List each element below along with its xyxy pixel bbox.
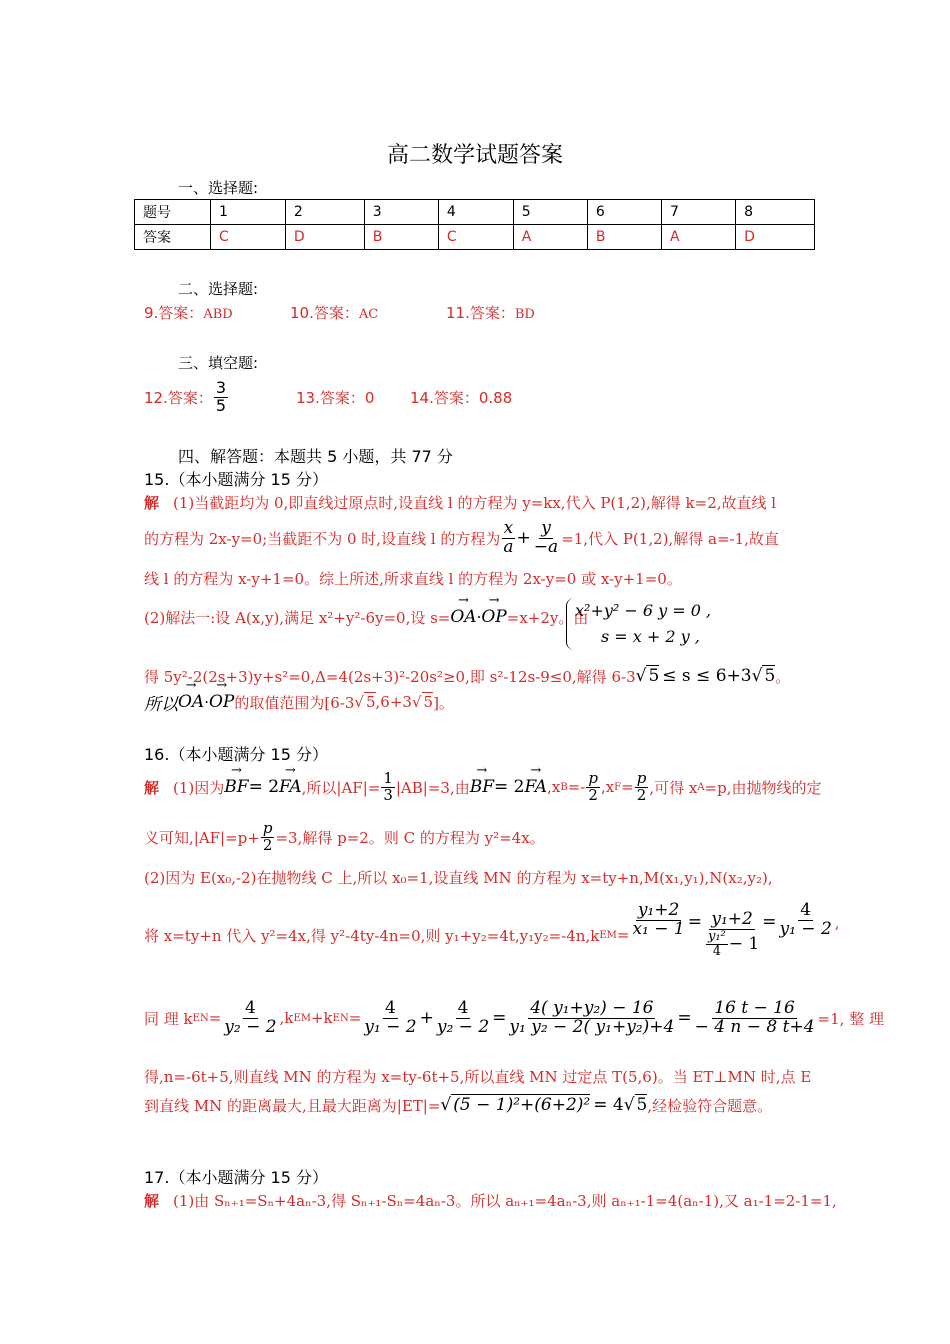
- answer-value: AC: [358, 307, 379, 322]
- subscript: A: [697, 781, 705, 793]
- table-cell: 4: [438, 200, 513, 225]
- denominator: 2: [262, 835, 273, 854]
- vector-fa: → FA: [279, 777, 302, 797]
- fraction: [435, 997, 491, 1037]
- subscript: EM: [599, 929, 617, 941]
- table-cell: C: [211, 225, 286, 250]
- denominator: x₁ − 1: [632, 918, 685, 939]
- vector-bf: → BF: [470, 777, 494, 797]
- answer-label: 12.答案：: [144, 388, 213, 407]
- numerator: y₁+2: [637, 900, 680, 920]
- q16-line-6: 得,n=-6t+5,则直线 MN 的方程为 x=ty-6t+5,所以直线 MN 过定点 T(5,6)。当 ET⊥MN 时,点 E: [144, 1068, 812, 1086]
- radicand: 5: [423, 693, 434, 711]
- fraction: [703, 911, 761, 958]
- q16-line-5: [144, 994, 884, 1042]
- jie-label: 解: [144, 494, 160, 512]
- numerator: p: [636, 768, 647, 787]
- answer-label: 9.答案：: [144, 304, 204, 322]
- q16-line-2: [144, 816, 545, 858]
- sqrt: √ 5: [411, 693, 434, 711]
- text: (1)由 Sₙ₊₁=Sₙ+4aₙ-3,得 Sₙ₊₁-Sₙ=4aₙ-3。所以 aₙ₊₁=4aₙ-3,则 aₙ₊₁-1=4(aₙ-1),又 a₁-1=2-1=1,: [173, 1192, 837, 1210]
- table-cell: A: [513, 225, 587, 250]
- text: =: [621, 778, 634, 796]
- numerator: 4: [457, 997, 469, 1018]
- equation-system: [566, 598, 711, 650]
- radicand: 5: [365, 693, 376, 711]
- text: =x+2y。由: [506, 608, 589, 627]
- text: =-: [567, 778, 586, 796]
- q15-line-4: (2)解法一:设 A(x,y),满足 x²+y²-6y=0,设 s= → OA · → OP =x+2y。由: [144, 604, 588, 630]
- table-row: [135, 225, 815, 250]
- equals: =: [492, 1008, 507, 1028]
- text: 。: [775, 667, 791, 686]
- answer-11: [446, 302, 535, 323]
- vector-op: → OP: [481, 607, 506, 627]
- text: ≤ s ≤ 6+3: [662, 666, 752, 686]
- text: ,可得 x: [649, 778, 698, 797]
- fraction: [635, 768, 649, 804]
- table-cell: A: [662, 225, 736, 250]
- system-row: x²+y² − 6 y = 0 ,: [575, 601, 712, 620]
- text: 同 理 k: [144, 1009, 193, 1028]
- q16-line-4: [144, 896, 840, 974]
- text: =: [616, 926, 630, 944]
- answer-14: [410, 387, 512, 408]
- text: = 2: [494, 777, 525, 797]
- text: = 2: [248, 777, 280, 797]
- fraction: [777, 902, 833, 939]
- denominator: y₁ − 2: [364, 1016, 417, 1037]
- table-cell: 1: [211, 200, 286, 225]
- text: =: [208, 1009, 222, 1027]
- denominator: − 4 n − 8 t+4: [694, 1016, 815, 1037]
- equals: = 4: [593, 1095, 624, 1115]
- sqrt: √ 5: [635, 666, 660, 686]
- text: =1,代入 P(1,2),解得 a=-1,故直: [561, 529, 779, 548]
- text: (2)解法一:设 A(x,y),满足 x²+y²-6y=0,设 s=: [144, 608, 451, 627]
- text: ,: [834, 914, 840, 932]
- radicand: (5 − 1)²+(6+2)²: [453, 1095, 591, 1115]
- text: =p,由抛物线的定: [704, 778, 822, 797]
- table-cell: 6: [587, 200, 661, 225]
- vector-oa: → OA: [450, 607, 476, 627]
- answer-table: [134, 199, 815, 250]
- text: 将 x=ty+n 代入 y²=4x,得 y²-4ty-4n=0,则 y₁+y₂=4t,y₁y₂=-4n,k: [144, 926, 600, 945]
- subscript: EN: [192, 1012, 209, 1024]
- text: |AB|=3,由: [395, 778, 470, 797]
- numerator: p: [588, 768, 598, 787]
- fraction: [532, 517, 560, 557]
- numerator: 3: [215, 377, 227, 397]
- fraction: [222, 997, 278, 1037]
- table-cell: C: [438, 225, 513, 250]
- answer-label: 13.答案：: [296, 389, 365, 407]
- answer-value: BD: [514, 307, 535, 322]
- table-cell: D: [736, 225, 815, 250]
- text: ,经检验符合题意。: [647, 1096, 773, 1115]
- table-cell: B: [364, 225, 438, 250]
- vector-fa: → FA: [524, 777, 547, 797]
- table-cell: 7: [662, 200, 736, 225]
- vector-op: → OP: [209, 692, 234, 712]
- table-cell: B: [587, 225, 661, 250]
- denominator: y₂ − 2: [436, 1016, 490, 1037]
- subscript: EM: [293, 1012, 311, 1024]
- section-4-heading: 四、解答题：本题共 5 小题，共 77 分: [178, 447, 453, 466]
- page-title: 高二数学试题答案: [386, 143, 563, 168]
- denominator: 2: [588, 785, 598, 804]
- text: ,所以|AF|=: [301, 778, 381, 797]
- q16-line-1: [144, 766, 822, 808]
- text: − 1: [728, 933, 760, 954]
- q15-line-6: 所以 → OA · → OP 的取值范围为[6-3 √ 5 ,6+3 √ 5 ]。: [144, 690, 454, 714]
- fraction: [214, 377, 228, 415]
- denominator: −a: [533, 536, 559, 557]
- numerator: 1: [383, 768, 393, 787]
- fraction: [501, 517, 515, 557]
- section-1-heading: 一、选择题:: [178, 179, 259, 197]
- answer-label: 10.答案：: [290, 304, 359, 322]
- text: (1)当截距均为 0,即直线过原点时,设直线 l 的方程为 y=kx,代入 P(1,2),解得 k=2,故直线 l: [173, 494, 777, 512]
- text: 义可知,|AF|=p+: [144, 828, 260, 847]
- text: ,6+3: [375, 693, 412, 711]
- vector-oa: → OA: [178, 692, 204, 712]
- q16-heading: 16.（本小题满分 15 分）: [144, 745, 328, 764]
- text: =3,解得 p=2。则 C 的方程为 y²=4x。: [275, 828, 545, 847]
- denominator: 3: [383, 785, 393, 804]
- fraction: [507, 997, 676, 1037]
- q17-heading: 17.（本小题满分 15 分）: [144, 1168, 328, 1187]
- system-row: s = x + 2 y ,: [601, 627, 700, 646]
- denominator: 5: [215, 395, 227, 415]
- table-cell: 5: [513, 200, 587, 225]
- numerator: 4: [245, 997, 256, 1018]
- answer-13: [296, 387, 374, 408]
- q15-line-3: 线 l 的方程为 x-y+1=0。综上所述,所求直线 l 的方程为 2x-y=0 或 x-y+1=0。: [144, 570, 682, 588]
- text: =: [348, 1009, 362, 1027]
- denominator: 2: [636, 785, 647, 804]
- sqrt: √ 5: [751, 666, 776, 686]
- table-cell: 3: [364, 200, 438, 225]
- radicand: 5: [764, 666, 776, 686]
- denominator: y₂ − 2: [224, 1016, 277, 1037]
- numerator: p: [262, 818, 273, 837]
- numerator: x: [503, 517, 514, 538]
- section-2-heading: 二、选择题:: [178, 280, 259, 298]
- denominator: y₁ y₂ − 2( y₁+y₂)+4: [509, 1016, 675, 1037]
- denominator: a: [503, 536, 514, 557]
- subscript: EN: [332, 1012, 349, 1024]
- text: ]。: [433, 693, 454, 712]
- q15-line-1: [144, 492, 776, 513]
- numerator: 4( y₁+y₂) − 16: [530, 997, 654, 1018]
- answer-12: [144, 376, 229, 418]
- subscript: B: [560, 781, 568, 793]
- plus-sign: +: [419, 1008, 434, 1028]
- table-row: [135, 200, 815, 225]
- text: +k: [310, 1009, 333, 1027]
- q17-line-1: [144, 1190, 837, 1211]
- text: 得 5y²-2(2s+3)y+s²=0,Δ=4(2s+3)²-20s²≥0,即 s²-12s-9≤0,解得 6-3: [144, 667, 636, 686]
- row-header-answer: 答案: [135, 225, 211, 250]
- answer-label: 11.答案：: [446, 304, 515, 322]
- q16-line-3: (2)因为 E(x₀,-2)在抛物线 C 上,所以 x₀=1,设直线 MN 的方程为 x=ty+n,M(x₁,y₁),N(x₂,y₂),: [144, 869, 773, 887]
- inner-fraction: [706, 930, 728, 958]
- numerator: 4: [385, 997, 396, 1018]
- numerator: 16 t − 16: [714, 997, 795, 1018]
- sqrt: √ 5: [623, 1095, 648, 1115]
- numerator: y₁+2: [711, 909, 753, 930]
- q15-line-2: [144, 518, 779, 558]
- radicand: 5: [636, 1095, 648, 1115]
- vector-bf: → BF: [224, 777, 248, 797]
- jie-label: 解: [144, 778, 160, 797]
- plus-sign: +: [516, 528, 531, 548]
- answer-value: 0.88: [478, 389, 513, 407]
- fraction: [630, 902, 686, 939]
- text: 到直线 MN 的距离最大,且最大距离为|ET|=: [144, 1096, 441, 1115]
- radicand: 5: [648, 666, 660, 686]
- numerator: y₁²: [707, 929, 726, 945]
- table-cell: 8: [736, 200, 815, 225]
- subscript: F: [614, 781, 622, 793]
- equals: =: [687, 912, 702, 932]
- fraction: [586, 768, 600, 804]
- fraction: [381, 768, 395, 804]
- text: (1)因为: [173, 778, 225, 797]
- sqrt: √ 5: [354, 693, 376, 711]
- numerator: y: [541, 517, 551, 538]
- text: 的方程为 2x-y=0;当截距不为 0 时,设直线 l 的方程为: [144, 529, 501, 548]
- answer-label: 14.答案：: [410, 389, 479, 407]
- q16-line-7: [144, 1090, 772, 1120]
- answer-10: [290, 302, 378, 323]
- text: ,k: [279, 1009, 294, 1027]
- jie-label: 解: [144, 1192, 160, 1210]
- denominator: 4: [712, 943, 721, 959]
- fraction: [362, 997, 418, 1037]
- answer-value: 0: [364, 389, 375, 407]
- denominator: y₁ − 2: [779, 918, 832, 939]
- fraction: [261, 818, 275, 854]
- table-cell: 2: [285, 200, 364, 225]
- equals: =: [762, 912, 777, 932]
- text: 所以: [144, 694, 178, 715]
- sqrt: √ (5 − 1)²+(6+2)²: [440, 1095, 591, 1115]
- answer-value: ABD: [203, 307, 233, 322]
- section-3-heading: 三、填空题:: [178, 354, 259, 372]
- answer-9: [144, 302, 233, 323]
- equals: =: [677, 1008, 692, 1028]
- fraction: [693, 997, 817, 1037]
- text: ,x: [547, 778, 561, 796]
- text: =1, 整 理: [817, 1009, 884, 1028]
- q15-heading: 15.（本小题满分 15 分）: [144, 470, 328, 489]
- q15-line-5: [144, 664, 790, 688]
- text: 的取值范围为[6-3: [234, 693, 355, 712]
- text: ,x: [600, 778, 615, 796]
- numerator: 4: [800, 900, 812, 920]
- row-header-number: 题号: [135, 200, 211, 225]
- table-cell: D: [285, 225, 364, 250]
- denominator: [703, 930, 761, 958]
